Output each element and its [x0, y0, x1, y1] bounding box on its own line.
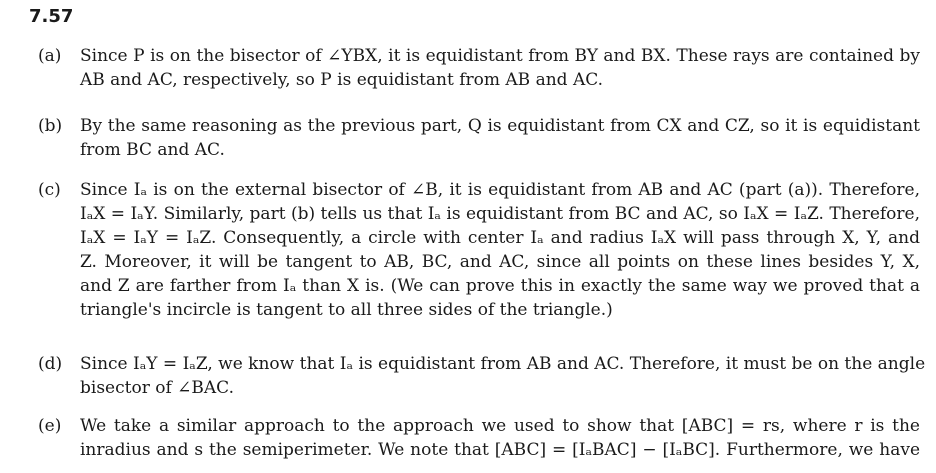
text-line: IₐX = IₐY = IₐZ. Consequently, a circle with center Iₐ and radius IₐX will pass through X, Y, and: [80, 228, 920, 248]
problem-number: 7.57: [29, 6, 74, 27]
part-label: (d): [38, 354, 63, 374]
text-line: triangle's incircle is tangent to all three sides of the triangle.): [80, 300, 613, 320]
part-label: (e): [38, 416, 62, 436]
text-line: bisector of ∠BAC.: [80, 378, 234, 398]
part-label: (c): [38, 180, 61, 200]
text-line: We take a similar approach to the approach we used to show that [ABC] = rs, where r is the: [80, 416, 920, 436]
text-line: Since Iₐ is on the external bisector of ∠B, it is equidistant from AB and AC (part (a)). Therefore,: [80, 180, 920, 200]
text-line: AB and AC, respectively, so P is equidistant from AB and AC.: [80, 70, 604, 90]
text-line: inradius and s the semiperimeter. We note that [ABC] = [IₐBAC] − [IₐBC]. Furthermore, we have: [80, 440, 920, 460]
part-label: (a): [38, 46, 62, 66]
text-line: Since IₐY = IₐZ, we know that Iₐ is equidistant from AB and AC. Therefore, it must be on the angle: [80, 354, 926, 374]
text-line: and Z are farther from Iₐ than X is. (We can prove this in exactly the same way we proved that a: [80, 276, 920, 296]
text-line: By the same reasoning as the previous part, Q is equidistant from CX and CZ, so it is equidistant: [80, 116, 920, 136]
text-line: IₐX = IₐY. Similarly, part (b) tells us that Iₐ is equidistant from BC and AC, so IₐX = IₐZ. Therefore,: [80, 204, 920, 224]
part-label: (b): [38, 116, 63, 136]
text-line: Z. Moreover, it will be tangent to AB, BC, and AC, since all points on these lines besides Y, X,: [80, 252, 920, 272]
text-line: Since P is on the bisector of ∠YBX, it is equidistant from BY and BX. These rays are contained by: [80, 46, 920, 66]
text-line: from BC and AC.: [80, 140, 225, 160]
